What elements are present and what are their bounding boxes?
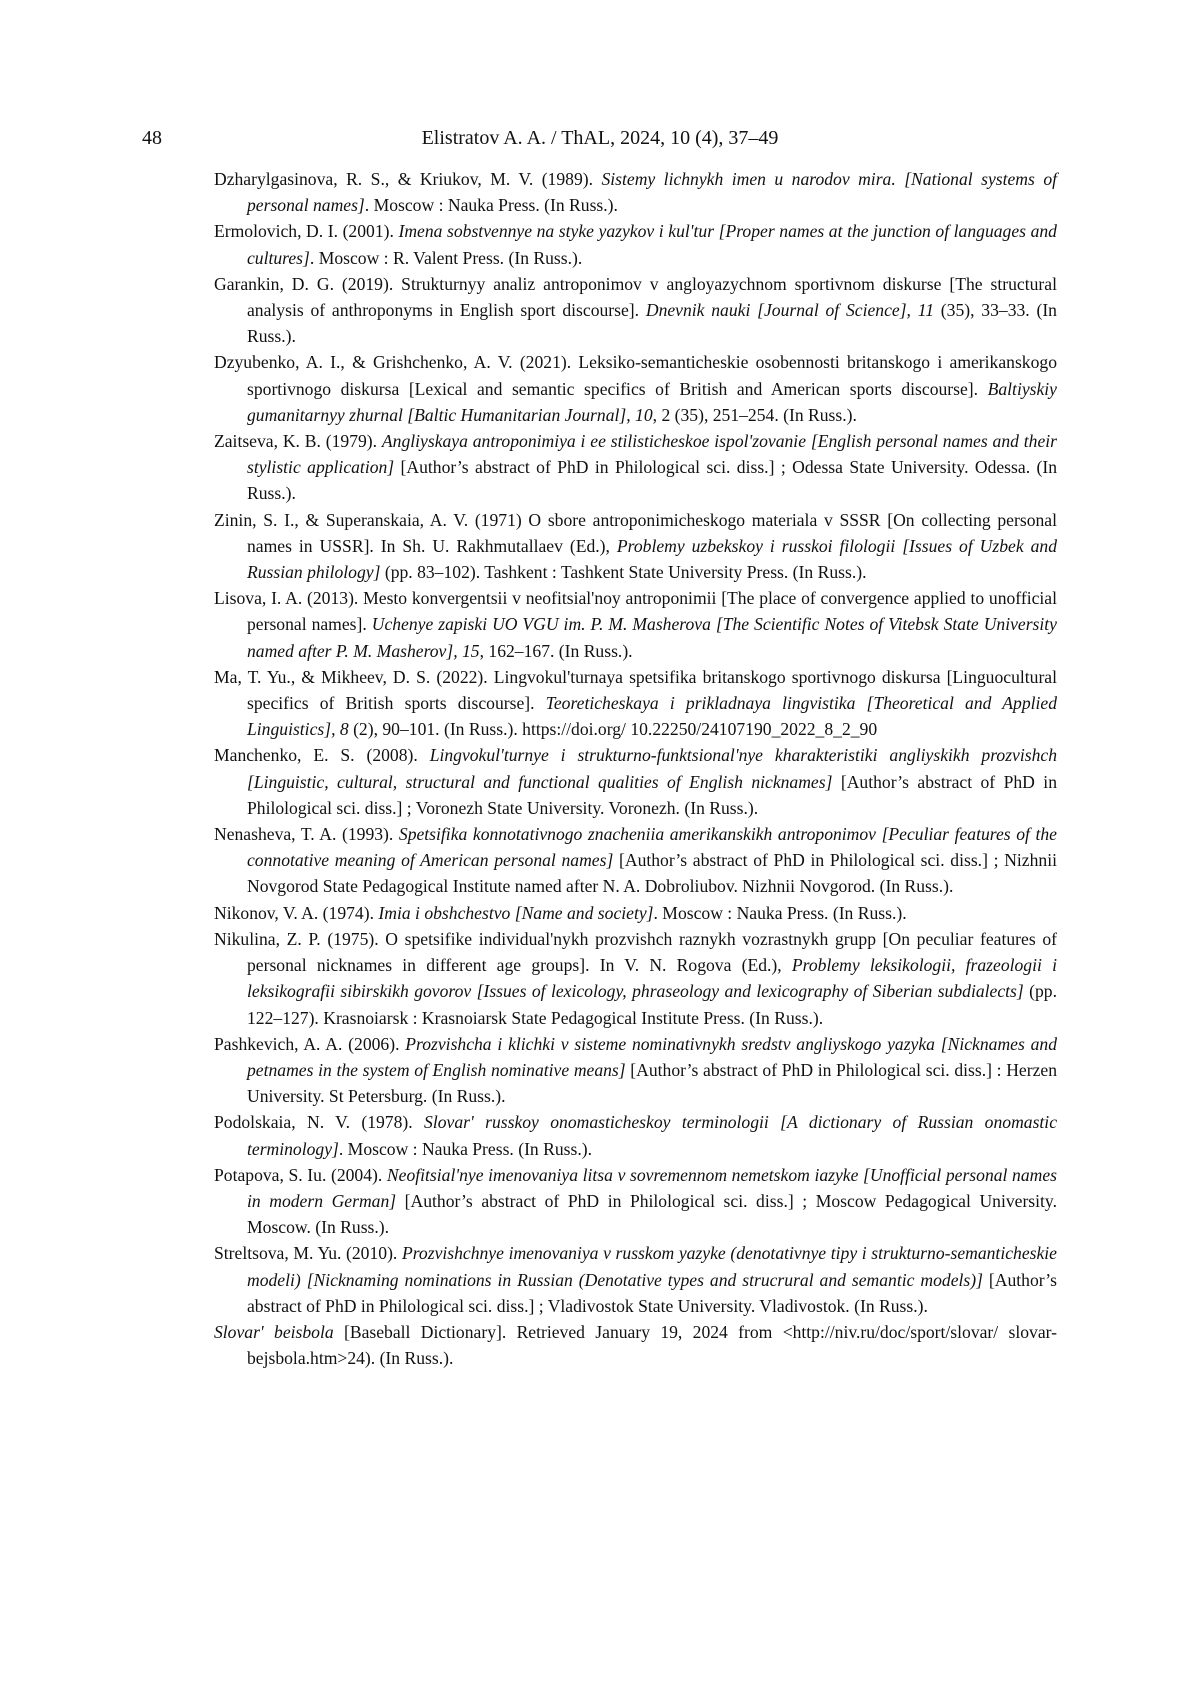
reference-entry [214, 900, 1057, 926]
reference-text: Nikonov, V. A. (1974). [214, 902, 379, 923]
reference-entry [214, 664, 1057, 743]
reference-entry [214, 1319, 1057, 1371]
reference-text: Manchenko, E. S. (2008). [214, 745, 430, 766]
reference-italic-text: Imena sobstvennye na styke yazykov i kul'tur [Proper names at the junction of languages and cultures] [247, 221, 1057, 268]
reference-text: Dzharylgasinova, R. S., & Kriukov, M. V. (1989). [214, 169, 602, 189]
reference-text: Garankin, D. G. (2019). Strukturnyy analiz antroponimov v angloyazychnom sportivnom diskurse [The structural analysis of anthroponyms in English sport discourse]. [214, 273, 1057, 321]
reference-text: Dzyubenko, A. I., & Grishchenko, A. V. (2021). Leksiko-semanticheskie osobennosti britanskogo i amerikanskogo sportivnogo diskursa [Lexical and semantic specifics of British and American sports discourse]. [214, 352, 1057, 399]
reference-italic-text: Uchenye zapiski UO VGU im. P. M. Masherova [The Scientific Notes of Vitebsk State University named after P. M. Masherov], 15 [247, 614, 1057, 661]
reference-text: Lisova, I. A. (2013). Mesto konvergentsii v neofitsial'noy antroponimii [The place of convergence applied to unofficial personal names]. [214, 588, 1057, 635]
reference-text: Zaitseva, K. B. (1979). [214, 431, 382, 452]
reference-text: , 2 (35), 251–254. (In Russ.). [652, 404, 857, 425]
reference-text: (2), 90–101. (In Russ.). https://doi.org/ 10.22250/24107190_2022_8_2_90 [348, 719, 878, 740]
reference-italic-text: Prozvishcha i klichki v sisteme nominativnykh sredstv angliyskogo yazyka [Nicknames and petnames in the system of English nominative means] [247, 1033, 1057, 1080]
reference-italic-text: Slovar' russkoy onomasticheskoy terminologii [A dictionary of Russian onomastic terminology] [247, 1112, 1057, 1159]
reference-entry [214, 585, 1057, 664]
reference-italic-text: Imia i obshchestvo [Name and society] [378, 902, 654, 923]
reference-entry [214, 821, 1057, 900]
reference-text: . Moscow : Nauka Press. (In Russ.). [338, 1138, 593, 1159]
reference-text: [Author’s abstract of PhD in Philological sci. diss.] ; Moscow Pedagogical University. Moscow. (In Russ.). [247, 1190, 1057, 1238]
reference-list [214, 166, 1057, 1371]
reference-text: Zinin, S. I., & Superanskaia, A. V. (1971) O sbore antroponimicheskogo materiala v SSSR [On collecting personal names in USSR]. In Sh. U. Rakhmutallaev (Ed.), [214, 509, 1057, 556]
reference-text: Nikulina, Z. P. (1975). O spetsifike individual'nykh prozvishch raznykh vozrastnykh grupp [On peculiar features of personal nicknames in different age groups]. In V. N. Rogova (Ed.), [214, 928, 1057, 976]
reference-text: [Baseball Dictionary]. Retrieved January 19, 2024 from <http://niv.ru/doc/sport/slovar/ slovar-bejsbola.htm>24). (In Russ.). [247, 1321, 1058, 1369]
reference-italic-text: Angliyskaya antroponimiya i ee stilisticheskoe ispol'zovanie [English personal names and their stylistic application] [247, 431, 1057, 478]
reference-italic-text: Spetsifika konnotativnogo znacheniia amerikanskikh antroponimov [Peculiar features of the connotative meaning of American personal names] [247, 824, 1057, 871]
reference-entry [214, 507, 1057, 586]
reference-text: [Author’s abstract of PhD in Philological sci. diss.] : Herzen University. St Petersburg. (In Russ.). [247, 1059, 1057, 1107]
reference-text: Podolskaia, N. V. (1978). [214, 1112, 425, 1133]
reference-entry [214, 1031, 1057, 1110]
reference-italic-text: Lingvokul'turnye i strukturno-funktsional'nye kharakteristiki angliyskikh prozvishch [Linguistic, cultural, structural and functional qualities of English nicknames] [247, 745, 1057, 792]
reference-italic-text: Slovar' beisbola [214, 1321, 334, 1342]
reference-italic-text: Sistemy lichnykh imen u narodov mira. [National systems of personal names] [247, 169, 1057, 216]
reference-text: [Author’s abstract of PhD in Philological sci. diss.] ; Nizhnii Novgorod State Pedagogical Institute named after N. A. Dobroliubov. Nizhnii Novgorod. (In Russ.). [247, 850, 1057, 897]
reference-text: (pp. 83–102). Tashkent : Tashkent State University Press. (In Russ.). [380, 562, 867, 583]
reference-entry [214, 742, 1057, 821]
reference-entry [214, 1240, 1057, 1319]
reference-text: Pashkevich, A. A. (2006). [214, 1033, 406, 1054]
reference-entry [214, 166, 1057, 218]
reference-italic-text: Neofitsial'nye imenovaniya litsa v sovremennom nemetskom iazyke [Unofficial personal names in modern German] [247, 1164, 1058, 1211]
reference-italic-text: Problemy uzbekskoy i russkoi filologii [Issues of Uzbek and Russian philology] [247, 535, 1057, 583]
running-header: Elistratov A. A. / ThAL, 2024, 10 (4), 37–49 [421, 127, 779, 149]
reference-text: Nenasheva, T. A. (1993). [214, 824, 399, 845]
reference-text: Streltsova, M. Yu. (2010). [214, 1243, 402, 1264]
reference-entry [214, 349, 1057, 428]
reference-text: Ermolovich, D. I. (2001). [214, 221, 399, 242]
reference-entry [214, 926, 1057, 1031]
reference-italic-text: Teoreticheskaya i prikladnaya lingvistika [Theoretical and Applied Linguistics], 8 [247, 693, 1057, 740]
reference-italic-text: Baltiyskiy gumanitarnyy zhurnal [Baltic Humanitarian Journal], 10 [247, 378, 1057, 425]
reference-text: (35), 33–33. (In Russ.). [247, 300, 1057, 347]
reference-text: Potapova, S. Iu. (2004). [214, 1164, 387, 1185]
reference-entry [214, 1109, 1057, 1161]
reference-entry [214, 428, 1057, 507]
reference-text: , 162–167. (In Russ.). [479, 640, 633, 661]
reference-text: Ma, T. Yu., & Mikheev, D. S. (2022). Lingvokul'turnaya spetsifika britanskogo sportivnogo diskursa [Linguocultural specifics of British sports discourse]. [214, 666, 1057, 714]
reference-text: [Author’s abstract of PhD in Philological sci. diss.] ; Voronezh State University. Voronezh. (In Russ.). [247, 771, 1057, 818]
reference-italic-text: Dnevnik nauki [Journal of Science], 11 [645, 300, 935, 321]
reference-text: [Author’s abstract of PhD in Philological sci. diss.] ; Vladivostok State University. Vladivostok. (In Russ.). [247, 1269, 1057, 1316]
reference-text: . Moscow : Nauka Press. (In Russ.). [653, 902, 907, 923]
reference-italic-text: Problemy leksikologii, frazeologii i leksikografii sibirskikh govorov [Issues of lexicology, phraseology and lexicography of Siberian subdialects] [247, 955, 1057, 1002]
reference-entry [214, 218, 1057, 270]
reference-entry [214, 1162, 1057, 1241]
reference-text: [Author’s abstract of PhD in Philological sci. diss.] ; Odessa State University. Odessa. (In Russ.). [247, 457, 1058, 504]
page-number: 48 [142, 127, 162, 149]
reference-text: . Moscow : R. Valent Press. (In Russ.). [309, 247, 583, 268]
reference-entry [214, 271, 1057, 350]
reference-text: (pp. 122–127). Krasnoiarsk : Krasnoiarsk State Pedagogical Institute Press. (In Russ.). [247, 981, 1058, 1028]
reference-italic-text: Prozvishchnye imenovaniya v russkom yazyke (denotativnye tipy i strukturno-semanticheskie modeli) [Nicknaming nominations in Russian (Denotative types and strucrural and semantic models)] [247, 1243, 1057, 1290]
reference-text: . Moscow : Nauka Press. (In Russ.). [364, 195, 618, 216]
